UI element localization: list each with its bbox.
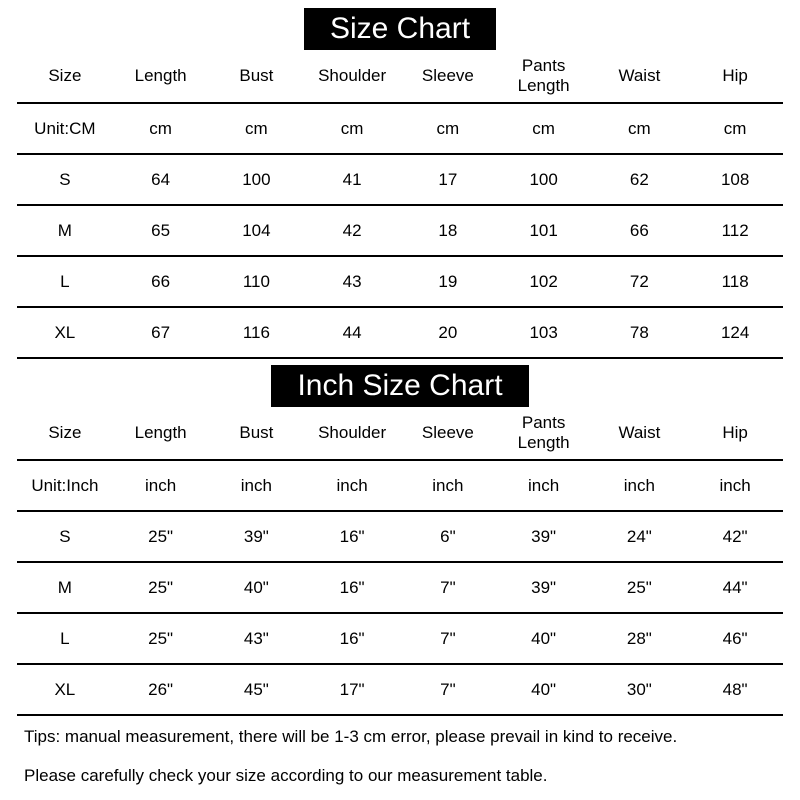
table-cell: 40" <box>496 664 592 715</box>
table-row <box>17 613 783 664</box>
table-row <box>17 511 783 562</box>
table-cell: 62 <box>592 154 688 205</box>
table-cell: 30" <box>592 664 688 715</box>
table-cell: 7" <box>400 664 496 715</box>
table-cell: 18 <box>400 205 496 256</box>
table-cell: 25" <box>113 562 209 613</box>
table-row <box>17 154 783 205</box>
column-header: Bust <box>209 50 305 103</box>
table-cell: 44 <box>304 307 400 358</box>
table-cell: 39" <box>496 511 592 562</box>
column-header: Pants Length <box>496 50 592 103</box>
column-header: Sleeve <box>400 407 496 460</box>
table-cell: 7" <box>400 562 496 613</box>
table-cell: 7" <box>400 613 496 664</box>
table-cell: M <box>17 205 113 256</box>
unit-row <box>17 103 783 154</box>
table-cell: 17" <box>304 664 400 715</box>
table-cell: inch <box>113 460 209 511</box>
table-row <box>17 562 783 613</box>
table-cell: 44" <box>687 562 783 613</box>
table-cell: 39" <box>209 511 305 562</box>
table-cell: cm <box>400 103 496 154</box>
table-row <box>17 205 783 256</box>
table-cell: cm <box>113 103 209 154</box>
table-cell: S <box>17 511 113 562</box>
table-cell: 20 <box>400 307 496 358</box>
table-cell: L <box>17 256 113 307</box>
table-cell: 100 <box>496 154 592 205</box>
table-cell: inch <box>496 460 592 511</box>
table-cell: Unit:CM <box>17 103 113 154</box>
unit-row <box>17 460 783 511</box>
table-cell: 39" <box>496 562 592 613</box>
column-header: Hip <box>687 407 783 460</box>
table-cell: cm <box>687 103 783 154</box>
header-row <box>17 407 783 460</box>
table-cell: 43" <box>209 613 305 664</box>
table-cell: 26" <box>113 664 209 715</box>
table-cell: 48" <box>687 664 783 715</box>
column-header: Bust <box>209 407 305 460</box>
table-cell: cm <box>304 103 400 154</box>
table-cell: 6" <box>400 511 496 562</box>
table-cell: 41 <box>304 154 400 205</box>
table-cell: 43 <box>304 256 400 307</box>
column-header: Pants Length <box>496 407 592 460</box>
tips-text: Tips: manual measurement, there will be 1-3 cm error, please prevail in kind to receive. <box>24 727 678 746</box>
column-header: Waist <box>592 407 688 460</box>
table-cell: 25" <box>113 613 209 664</box>
table-cell: 28" <box>592 613 688 664</box>
note-text: Please carefully check your size according to our measurement table. <box>24 766 548 785</box>
table-cell: 78 <box>592 307 688 358</box>
table-cell: 124 <box>687 307 783 358</box>
table-cell: 112 <box>687 205 783 256</box>
column-header: Length <box>113 50 209 103</box>
cm-chart-section <box>0 0 800 359</box>
table-cell: cm <box>592 103 688 154</box>
table-cell: XL <box>17 664 113 715</box>
table-cell: inch <box>400 460 496 511</box>
footer <box>0 716 800 786</box>
inch-chart-title-wrap <box>0 359 800 407</box>
table-cell: 40" <box>209 562 305 613</box>
table-cell: 118 <box>687 256 783 307</box>
table-cell: 46" <box>687 613 783 664</box>
table-cell: 42 <box>304 205 400 256</box>
header-row <box>17 50 783 103</box>
table-cell: 101 <box>496 205 592 256</box>
column-header: Shoulder <box>304 407 400 460</box>
table-cell: XL <box>17 307 113 358</box>
column-header: Waist <box>592 50 688 103</box>
table-cell: 116 <box>209 307 305 358</box>
column-header: Size <box>17 407 113 460</box>
table-cell: M <box>17 562 113 613</box>
table-cell: cm <box>209 103 305 154</box>
table-cell: 40" <box>496 613 592 664</box>
column-header: Sleeve <box>400 50 496 103</box>
cm-size-table <box>17 50 783 359</box>
table-cell: 64 <box>113 154 209 205</box>
table-cell: L <box>17 613 113 664</box>
table-cell: 24" <box>592 511 688 562</box>
column-header: Hip <box>687 50 783 103</box>
table-cell: 16" <box>304 562 400 613</box>
table-cell: 42" <box>687 511 783 562</box>
table-row <box>17 307 783 358</box>
column-header: Length <box>113 407 209 460</box>
inch-size-table <box>17 407 783 716</box>
table-cell: 102 <box>496 256 592 307</box>
table-cell: 100 <box>209 154 305 205</box>
table-cell: 45" <box>209 664 305 715</box>
table-cell: 67 <box>113 307 209 358</box>
table-cell: 16" <box>304 511 400 562</box>
table-cell: 103 <box>496 307 592 358</box>
table-cell: Unit:Inch <box>17 460 113 511</box>
table-cell: 19 <box>400 256 496 307</box>
table-cell: inch <box>209 460 305 511</box>
table-cell: inch <box>304 460 400 511</box>
table-cell: 72 <box>592 256 688 307</box>
inch-chart-section <box>0 359 800 716</box>
table-row <box>17 256 783 307</box>
table-cell: 110 <box>209 256 305 307</box>
inch-chart-title: Inch Size Chart <box>271 365 528 407</box>
table-cell: 104 <box>209 205 305 256</box>
table-cell: S <box>17 154 113 205</box>
table-cell: 108 <box>687 154 783 205</box>
column-header: Shoulder <box>304 50 400 103</box>
table-cell: 16" <box>304 613 400 664</box>
table-cell: 25" <box>592 562 688 613</box>
table-cell: 25" <box>113 511 209 562</box>
table-cell: cm <box>496 103 592 154</box>
table-cell: 66 <box>592 205 688 256</box>
table-cell: 66 <box>113 256 209 307</box>
table-cell: inch <box>687 460 783 511</box>
column-header: Size <box>17 50 113 103</box>
table-row <box>17 664 783 715</box>
table-cell: 17 <box>400 154 496 205</box>
cm-chart-title-wrap <box>0 0 800 50</box>
cm-chart-title: Size Chart <box>304 8 496 50</box>
table-cell: inch <box>592 460 688 511</box>
table-cell: 65 <box>113 205 209 256</box>
